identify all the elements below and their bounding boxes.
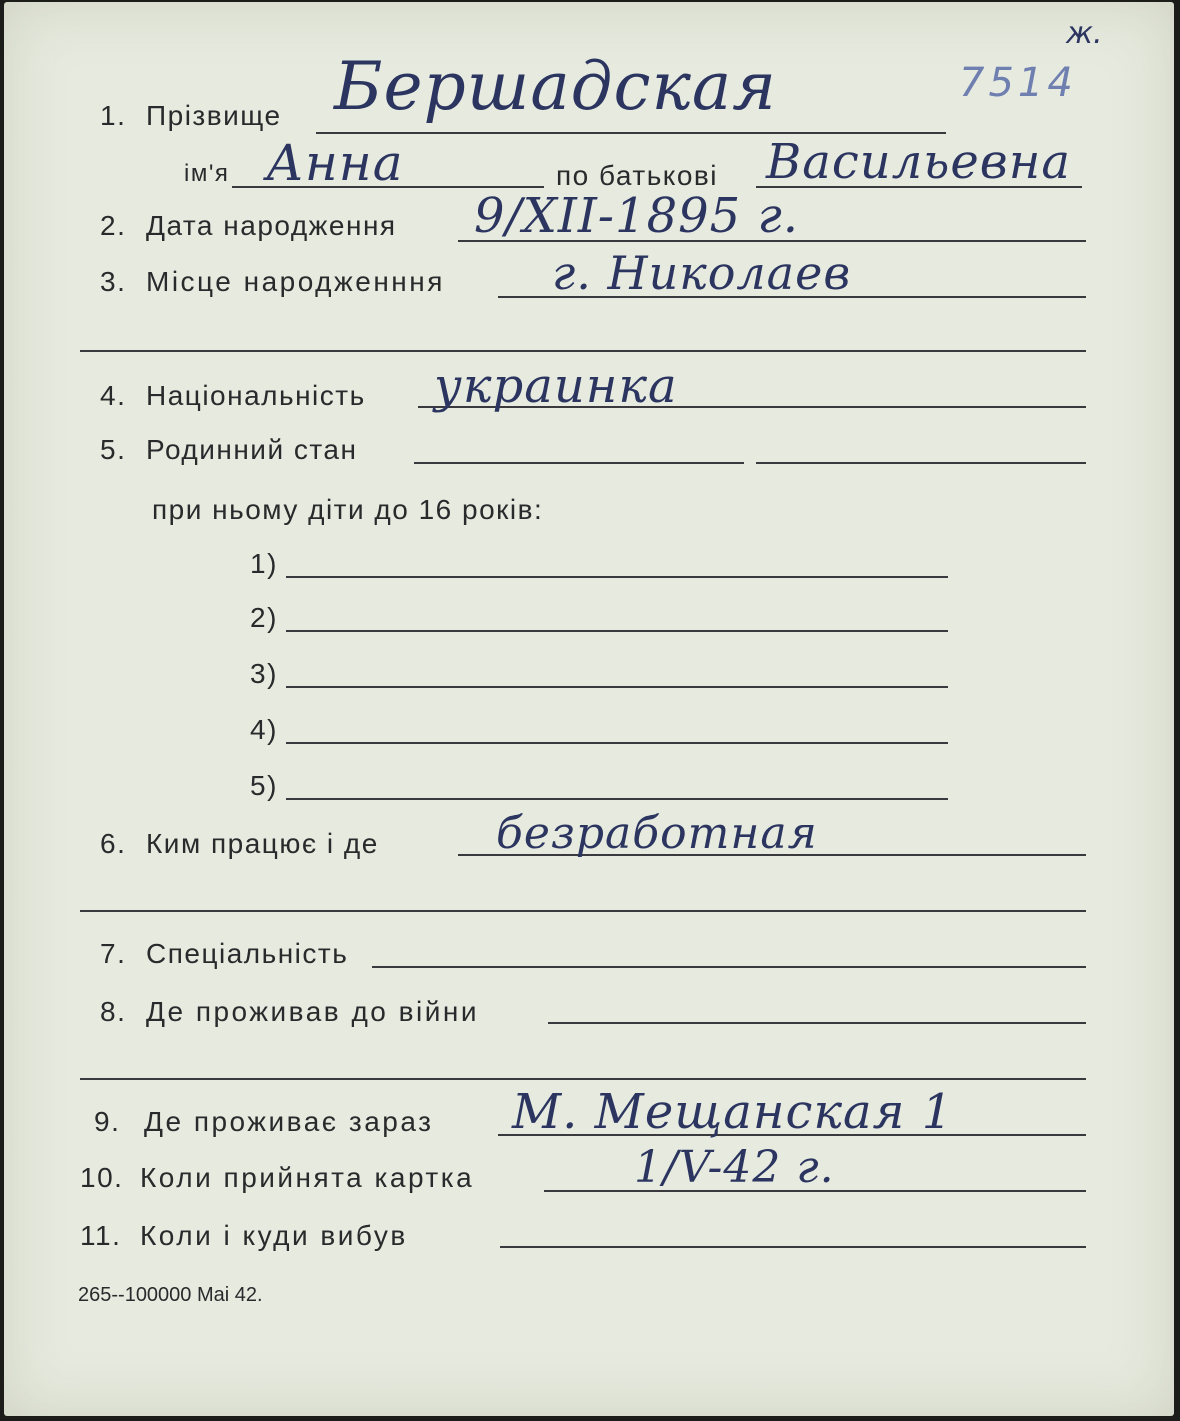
card-number: 7514 (959, 60, 1077, 106)
occupation-value: безработная (496, 808, 818, 859)
card-accepted-value: 1/V-42 г. (634, 1142, 835, 1193)
field-number-occupation: 6. (100, 828, 127, 859)
patronymic-value: Васильевна (766, 134, 1071, 190)
birth-place-label: Місце народженння (146, 266, 445, 297)
marital-status-line-b (756, 462, 1086, 464)
field-number-card-accepted: 10. (80, 1162, 124, 1193)
first-name-label: ім'я (184, 160, 230, 187)
occupation-label: Ким працює і де (146, 828, 379, 859)
child-item-1-number: 1) (250, 548, 278, 579)
surname-value: Бершадская (334, 48, 777, 125)
specialty-line (372, 966, 1086, 968)
child-item-3-line (286, 686, 948, 688)
birth-date-label: Дата народження (146, 210, 397, 241)
departed-line (500, 1246, 1086, 1248)
first-name-value: Анна (266, 134, 404, 192)
child-item-2-number: 2) (250, 602, 278, 633)
field-number-marital-status: 5. (100, 434, 127, 465)
corner-mark: ж. (1066, 16, 1103, 51)
prewar-residence-line (548, 1022, 1086, 1024)
occupation-continuation-line (80, 910, 1086, 912)
birth-place-continuation-line (80, 350, 1086, 352)
child-item-2-line (286, 630, 948, 632)
field-number-current-residence: 9. (94, 1106, 121, 1137)
patronymic-label: по батькові (556, 160, 719, 191)
field-number-birth-place: 3. (100, 266, 127, 297)
field-number-prewar-residence: 8. (100, 996, 127, 1027)
children-label: при ньому діти до 16 років: (152, 494, 544, 525)
prewar-residence-continuation-line (80, 1078, 1086, 1080)
card-accepted-label: Коли прийнята картка (140, 1162, 475, 1193)
registration-card (4, 2, 1174, 1416)
nationality-label: Національність (146, 380, 366, 411)
child-item-4-line (286, 742, 948, 744)
child-item-3-number: 3) (250, 658, 278, 689)
marital-status-label: Родинний стан (146, 434, 358, 465)
prewar-residence-label: Де проживав до війни (146, 996, 479, 1027)
current-residence-value: М. Мещанская 1 (512, 1084, 954, 1140)
child-item-5-line (286, 798, 948, 800)
birth-date-value: 9/XII-1895 г. (474, 188, 799, 244)
field-number-specialty: 7. (100, 938, 127, 969)
field-number-departed: 11. (80, 1220, 122, 1251)
nationality-value: украинка (434, 358, 678, 414)
departed-label: Коли і куди вибув (140, 1220, 408, 1251)
current-residence-label: Де проживає зараз (144, 1106, 434, 1137)
birth-place-value: г. Николаев (552, 246, 852, 300)
field-number-nationality: 4. (100, 380, 127, 411)
marital-status-line-a (414, 462, 744, 464)
child-item-4-number: 4) (250, 714, 278, 745)
printer-mark: 265--100000 Mai 42. (78, 1284, 263, 1306)
child-item-5-number: 5) (250, 770, 278, 801)
child-item-1-line (286, 576, 948, 578)
field-number-birth-date: 2. (100, 210, 127, 241)
specialty-label: Спеціальність (146, 938, 349, 969)
field-number-surname: 1. (100, 100, 127, 131)
surname-label: Прізвище (146, 100, 282, 131)
